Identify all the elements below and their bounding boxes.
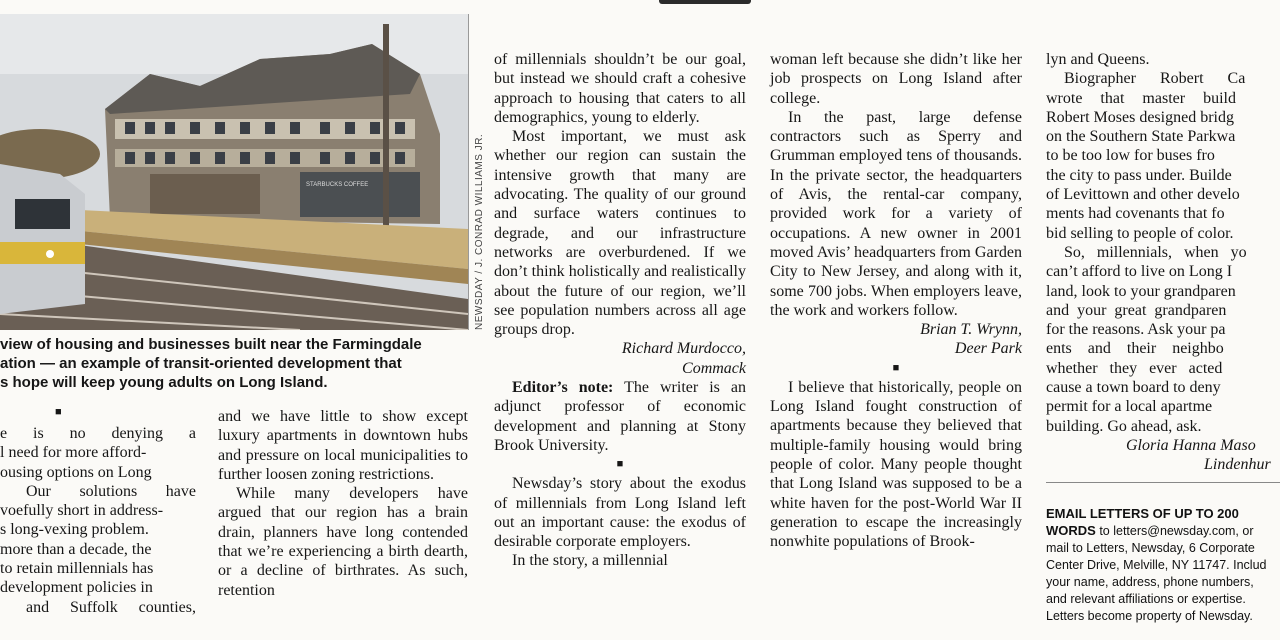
- col5-line: cause a town board to deny: [1046, 379, 1221, 397]
- col1-line: development policies in: [0, 579, 153, 597]
- col5-line: lyn and Queens.: [1046, 51, 1150, 68]
- section-mark: ■: [616, 458, 624, 471]
- paragraph: woman left because she didn’t like her job prospects on Long Island after college.: [770, 51, 1022, 107]
- column-1: [0, 406, 196, 617]
- letter-signature-town: Deer Park: [954, 340, 1022, 358]
- photo-caption: [0, 335, 470, 392]
- paragraph: In the past, large defense contractors such as Sperry and Grumman employed tens of thousands. In the private sector, the headquarters of Avis, the rental-car company, provided work for a variety of occupations. A new owner in 2001 moved Avis’ headquarters from Garden City to New Jersey, and along with it, some 700 jobs. When employers leave, the work and workers follow.: [770, 108, 1022, 319]
- col5-line: on the Southern State Parkwa: [1046, 128, 1236, 146]
- col5-line: wrote that master build: [1046, 89, 1236, 107]
- train-headlight: [46, 250, 54, 258]
- col5-line: to be too low for buses fro: [1046, 147, 1215, 165]
- col5-line: whether they ever acted: [1046, 359, 1223, 377]
- train-stripe: [0, 242, 85, 264]
- top-tab-bar: [659, 0, 751, 4]
- paragraph: I believe that historically, people on Long Island fought construction of apartments because they believed that multiple-family housing would bring people of color. Many people thought that Long Island was supposed to be a white haven for the post-World War II generation to escape the increasingly nonwhite populations of Brook-: [770, 378, 1022, 551]
- col5-line: bid selling to people of color.: [1046, 224, 1234, 242]
- letter-signature-name: Brian T. Wrynn,: [920, 321, 1022, 339]
- letter-signature-name: Gloria Hanna Maso: [1126, 436, 1256, 454]
- col1-line: more than a decade, the: [0, 540, 152, 558]
- cafe-sign: STARBUCKS COFFEE: [306, 182, 369, 188]
- editors-note-text: The writer is an adjunct professor of economic development and planning at Stony Brook University.: [494, 379, 746, 454]
- column-4: [770, 50, 1022, 551]
- col1-line: to retain millennials has: [0, 560, 154, 578]
- col5-line: permit for a local apartme: [1046, 398, 1213, 416]
- letters-heading-words: WORDS: [1046, 523, 1096, 538]
- letters-line: Center Drive, Melville, NY 11747. Includ: [1046, 558, 1267, 572]
- train-body: [0, 164, 85, 314]
- col1-line: Our solutions have: [26, 482, 196, 500]
- letters-email-text: to letters@newsday.com, or: [1095, 524, 1254, 538]
- photo-credit-wrap: [474, 133, 488, 340]
- paragraph: of millennials shouldn’t be our goal, but instead we should craft a cohesive approach to housing that caters to all demographics, young to elderly.: [494, 51, 746, 126]
- col5-line: the city to pass under. Builde: [1046, 166, 1232, 184]
- train-window: [15, 199, 70, 229]
- cafe-storefront: [300, 172, 420, 217]
- col1-line: s long-vexing problem.: [0, 521, 149, 539]
- storefront: [150, 174, 260, 214]
- letter-signature-town: Lindenhur: [1204, 456, 1271, 474]
- column-5: [1046, 50, 1280, 475]
- letter-signature-name: Richard Murdocco,: [621, 340, 746, 358]
- col1-line: e is no denying a: [0, 425, 196, 442]
- col5-line: So, millennials, when yo: [1064, 243, 1247, 261]
- paragraph: and we have little to show except luxury apartments in downtown hubs and pressure on local municipalities to further loosen zoning restrictions.: [218, 408, 468, 483]
- news-photo: [0, 14, 469, 330]
- letter-signature-town: Commack: [682, 359, 746, 377]
- letters-line: and relevant affiliations or expertise.: [1046, 592, 1246, 606]
- col5-line: Robert Moses designed bridg: [1046, 108, 1234, 126]
- col1-line: and Suffolk counties,: [26, 598, 196, 616]
- col5-line: ments had covenants that fo: [1046, 205, 1225, 223]
- col1-line: l need for more afford-: [0, 444, 147, 462]
- caption-line-3: s hope will keep young adults on Long Island.: [0, 374, 328, 391]
- photo-credit: NEWSDAY / J. CONRAD WILLIAMS JR.: [474, 133, 485, 330]
- letters-line: Letters become property of Newsday.: [1046, 609, 1253, 623]
- col5-line: of Levittown and other develo: [1046, 186, 1240, 204]
- section-mark: ■: [55, 406, 62, 418]
- col5-line: ents and their neighbo: [1046, 340, 1224, 358]
- paragraph: In the story, a millennial: [512, 552, 668, 570]
- letters-line: your name, address, phone numbers,: [1046, 575, 1254, 589]
- editors-note: [494, 378, 746, 455]
- col5-line: building. Go ahead, ask.: [1046, 417, 1202, 435]
- caption-line-2: ation — an example of transit-oriented development that: [0, 355, 402, 372]
- col5-line: and your great grandparen: [1046, 301, 1227, 319]
- letters-line: [1046, 522, 1280, 540]
- divider-rule: [1046, 482, 1280, 483]
- col5-line: can’t afford to live on Long I: [1046, 263, 1233, 281]
- paragraph: Newsday’s story about the exodus of millennials from Long Island left out an important cause: the exodus of desirable corporate employers.: [494, 475, 746, 551]
- letters-heading: EMAIL LETTERS OF UP TO 200: [1046, 506, 1239, 521]
- caption-line-1: view of housing and businesses built near the Farmingdale: [0, 336, 422, 353]
- section-mark: ■: [892, 361, 900, 374]
- paragraph: While many developers have argued that our region has a brain drain, planners have long contended that we’re experiencing a birth dearth, or a decline of birthrates. As such, retention: [218, 485, 468, 599]
- paragraph: Most important, we must ask whether our region can sustain the intensive growth that many are advocating. The quality of our ground and surface waters continues to degrade, and our infrastructure networks are overburdened. If we don’t think holistically and realistically about the future of our region, we’ll see population numbers across all age groups drop.: [494, 128, 746, 339]
- col5-line: Biographer Robert Ca: [1064, 70, 1246, 88]
- editors-note-label: Editor’s note:: [512, 379, 614, 397]
- col5-line: land, look to your grandparen: [1046, 282, 1236, 300]
- col1-line: voefully short in address-: [0, 502, 164, 520]
- letters-line: mail to Letters, Newsday, 6 Corporate: [1046, 541, 1255, 555]
- letters-submission-box: [1046, 505, 1280, 625]
- col5-line: for the reasons. Ask your pa: [1046, 321, 1226, 339]
- station-photo-illustration: [0, 14, 468, 330]
- col1-line: ousing options on Long: [0, 463, 152, 481]
- column-2: [218, 407, 468, 600]
- utility-pole: [383, 24, 389, 244]
- column-3: [494, 50, 746, 571]
